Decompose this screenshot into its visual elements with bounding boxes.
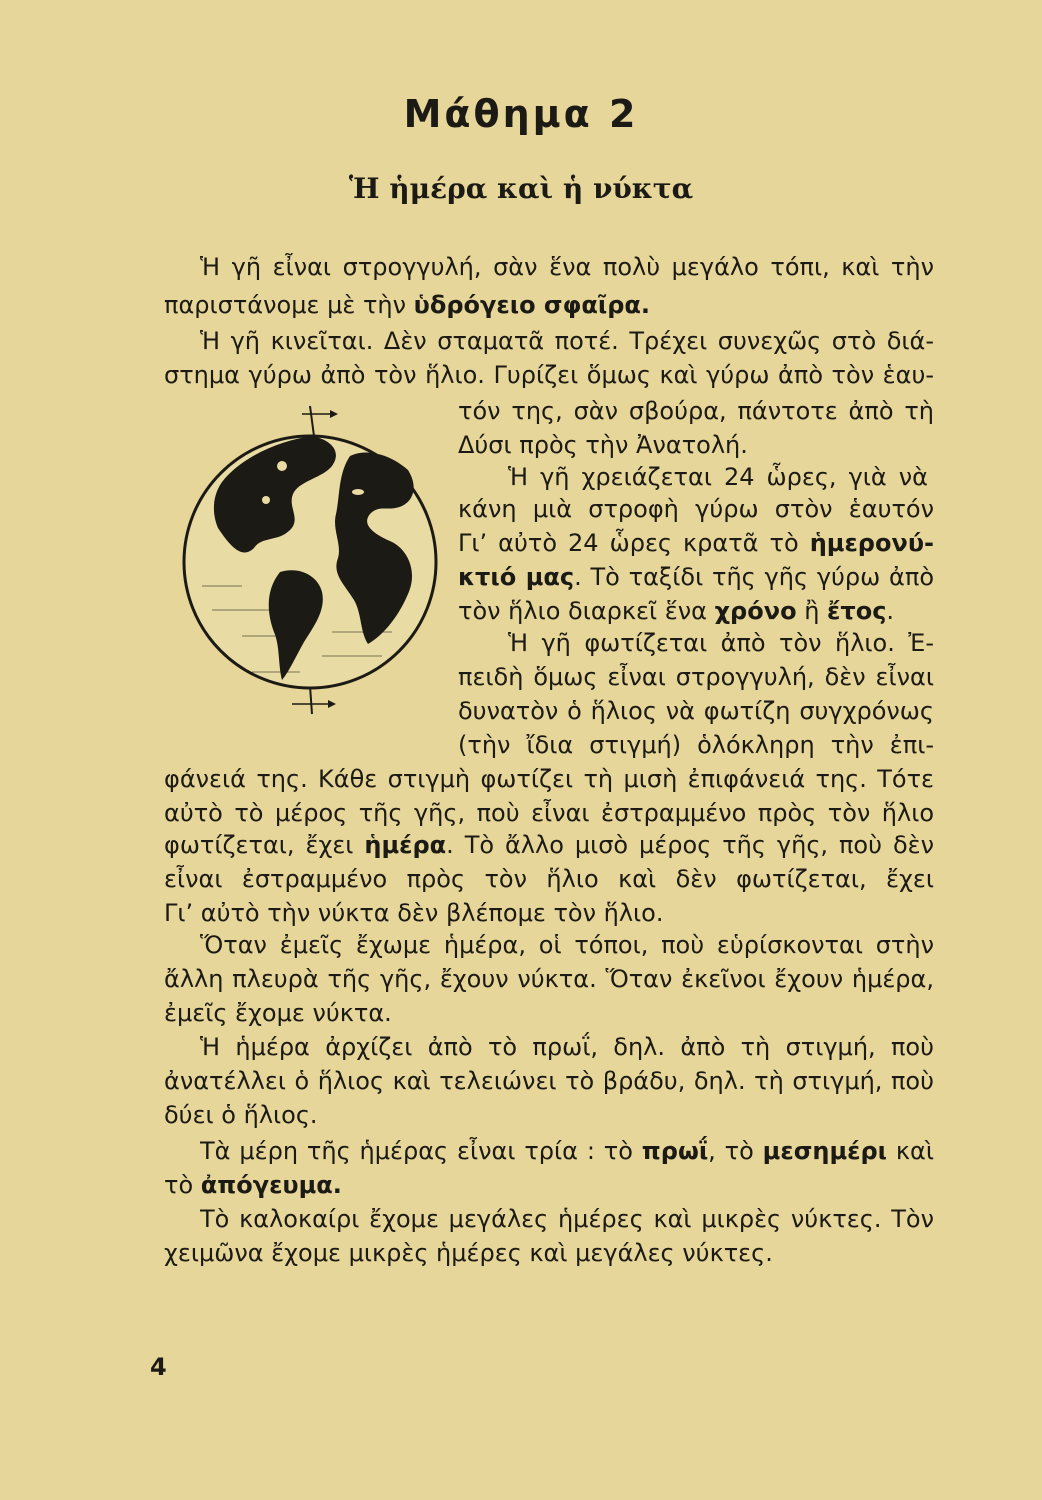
term-bold: ἡμέρα xyxy=(364,831,447,859)
term-bold: ἀπόγευμα. xyxy=(200,1171,342,1199)
text-line: τὸ ἀπόγευμα. xyxy=(164,1171,342,1199)
text-line: στημα γύρω ἀπὸ τὸν ἥλιο. Γυρίζει ὅμως καὶ γύρω ἀπὸ τὸν ἑαυ- xyxy=(164,361,934,389)
term-bold: κτιό μας xyxy=(458,563,575,591)
text-line: φωτίζεται, ἔχει ἡμέρα. Τὸ ἄλλο μισὸ μέρος τῆς γῆς, ποὺ δὲν xyxy=(164,831,934,859)
text-line: Ἡ γῆ χρειάζεται 24 ὧρες, γιὰ νὰ xyxy=(508,463,928,491)
text-line: (τὴν ἴδια στιγμή) ὁλόκληρη τὴν ἐπι- xyxy=(458,731,934,759)
globe-icon xyxy=(182,396,438,726)
text-line: Ἡ γῆ εἶναι στρογγυλή, σὰν ἕνα πολὺ μεγάλο τόπι, καὶ τὴν xyxy=(200,253,934,281)
text-line: Γι’ αὐτὸ τὴν νύκτα δὲν βλέπομε τὸν ἥλιο. xyxy=(164,899,664,927)
text-line: παριστάνομε μὲ τὴν ὑδρόγειο σφαῖρα. xyxy=(164,291,650,319)
term-bold: πρωΐ xyxy=(641,1137,709,1165)
text-line: εἶναι ἐστραμμένο πρὸς τὸν ἥλιο καὶ δὲν φωτίζεται, ἔχει xyxy=(164,865,934,893)
text-line: Ὅταν ἐμεῖς ἔχωμε ἡμέρα, οἱ τόποι, ποὺ εὑρίσκονται στὴν xyxy=(200,931,934,959)
text-line: κτιό μας. Τὸ ταξίδι τῆς γῆς γύρω ἀπὸ xyxy=(458,563,934,591)
text-line: Τὸ καλοκαίρι ἔχομε μεγάλες ἡμέρες καὶ μικρὲς νύκτες. Τὸν xyxy=(200,1205,934,1233)
term-bold: ἡμερονύ- xyxy=(809,529,934,557)
text-line: πειδὴ ὅμως εἶναι στρογγυλή, δὲν εἶναι xyxy=(458,663,934,691)
term-bold: μεσημέρι xyxy=(762,1137,888,1165)
text-line: ἄλλη πλευρὰ τῆς γῆς, ἔχουν νύκτα. Ὅταν ἐκεῖνοι ἔχουν ἡμέρα, xyxy=(164,965,934,993)
text-line: ἀνατέλλει ὁ ἥλιος καὶ τελειώνει τὸ βράδυ, δηλ. τὴ στιγμή, ποὺ xyxy=(164,1067,934,1095)
text-line: χειμῶνα ἔχομε μικρὲς ἡμέρες καὶ μεγάλες νύκτες. xyxy=(164,1239,773,1267)
chapter-title: Ἡ ἡμέρα καὶ ἡ νύκτα xyxy=(348,172,694,205)
page-number: 4 xyxy=(150,1353,167,1381)
text-line: δύει ὁ ἥλιος. xyxy=(164,1101,318,1129)
text-line: αὐτὸ τὸ μέρος τῆς γῆς, ποὺ εἶναι ἐστραμμένο πρὸς τὸν ἥλιο xyxy=(164,799,934,827)
text-line: ἐμεῖς ἔχομε νύκτα. xyxy=(164,999,392,1027)
text-line: τὸν ἥλιο διαρκεῖ ἕνα χρόνο ἢ ἔτος. xyxy=(458,597,895,625)
text-line: Γι’ αὐτὸ 24 ὧρες κρατᾶ τὸ ἡμερονύ- xyxy=(458,529,934,557)
text-line: φάνειά της. Κάθε στιγμὴ φωτίζει τὴ μισὴ ἐπιφάνειά της. Τότε xyxy=(164,765,934,793)
text-line: Δύσι πρὸς τὴν Ἀνατολή. xyxy=(458,431,748,459)
text-line: Τὰ μέρη τῆς ἡμέρας εἶναι τρία : τὸ πρωΐ, τὸ μεσημέρι καὶ xyxy=(200,1137,934,1165)
term-bold: χρόνο xyxy=(714,597,797,625)
text-line: Ἡ γῆ κινεῖται. Δὲν σταματᾶ ποτέ. Τρέχει συνεχῶς στὸ διά- xyxy=(200,327,934,355)
text-line: δυνατὸν ὁ ἥλιος νὰ φωτίζη συγχρόνως xyxy=(458,697,934,725)
text-line: τόν της, σὰν σβούρα, πάντοτε ἀπὸ τὴ xyxy=(458,397,934,425)
text-line: Ἡ ἡμέρα ἀρχίζει ἀπὸ τὸ πρωΐ, δηλ. ἀπὸ τὴ στιγμή, ποὺ xyxy=(200,1033,934,1061)
lesson-title: Μάθημα 2 xyxy=(403,92,639,136)
term-bold: ὑδρόγειο σφαῖρα. xyxy=(413,291,650,319)
text-line: κάνη μιὰ στροφὴ γύρω στὸν ἑαυτόν xyxy=(458,495,934,523)
term-bold: ἔτος xyxy=(827,597,887,625)
text-line: Ἡ γῆ φωτίζεται ἀπὸ τὸν ἥλιο. Ἐ- xyxy=(508,629,934,657)
globe-illustration xyxy=(182,396,438,726)
